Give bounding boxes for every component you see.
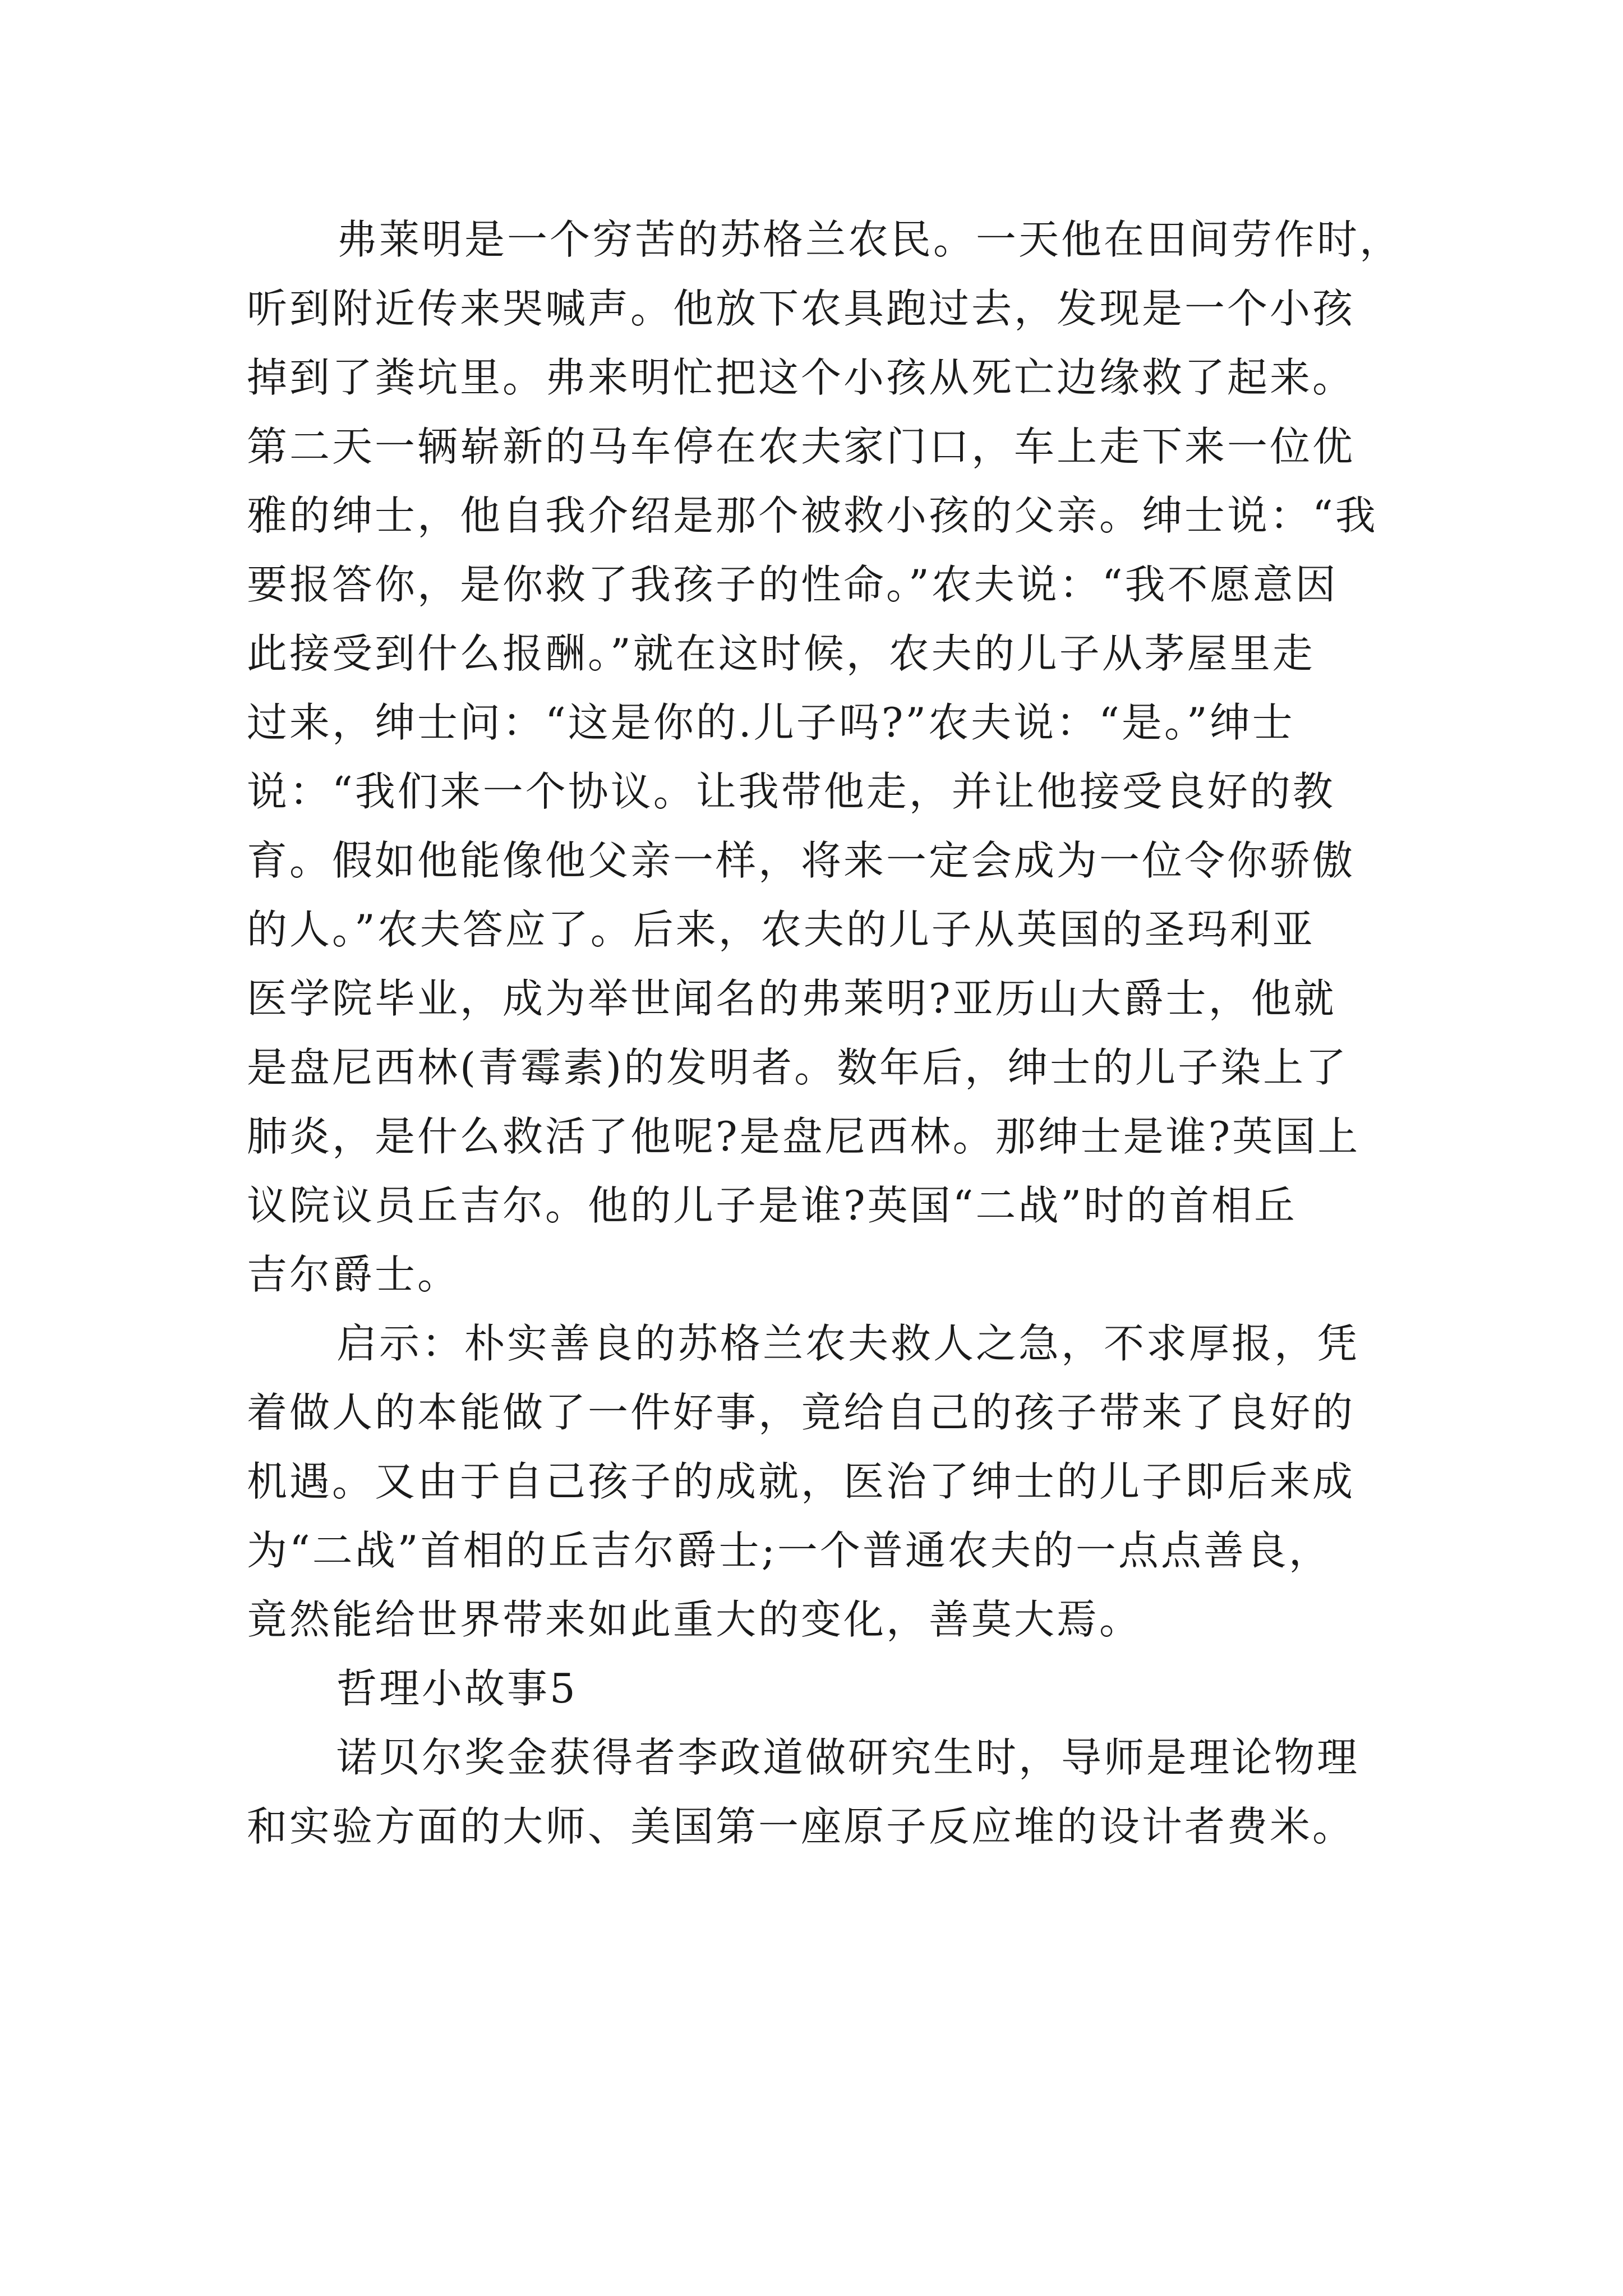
text-line: 掉到了粪坑里。弗来明忙把这个小孩从死亡边缘救了起来。 bbox=[247, 354, 1355, 401]
section-heading: 哲理小故事5 bbox=[336, 1665, 578, 1712]
text-line: 此接受到什么报酬。”就在这时候，农夫的儿子从茅屋里走 bbox=[247, 630, 1315, 677]
text-line: 着做人的本能做了一件好事，竟给自己的孩子带来了良好的 bbox=[247, 1389, 1355, 1436]
text-line: 竟然能给世界带来如此重大的变化，善莫大焉。 bbox=[247, 1596, 1142, 1643]
text-line: 听到附近传来哭喊声。他放下农具跑过去，发现是一个小孩 bbox=[247, 285, 1355, 332]
text-line: 育。假如他能像他父亲一样，将来一定会成为一位令你骄傲 bbox=[247, 837, 1355, 884]
text-line: 机遇。又由于自己孩子的成就，医治了绅士的儿子即后来成 bbox=[247, 1458, 1355, 1505]
text-line: 要报答你，是你救了我孩子的性命。”农夫说：“我不愿意因 bbox=[247, 561, 1338, 608]
text-line: 是盘尼西林(青霉素)的发明者。数年后，绅士的儿子染上了 bbox=[247, 1044, 1349, 1091]
text-line: 说：“我们来一个协议。让我带他走，并让他接受良好的教 bbox=[247, 768, 1335, 815]
text-line: 第二天一辆崭新的马车停在农夫家门口，车上走下来一位优 bbox=[247, 423, 1355, 470]
text-line: 和实验方面的大师、美国第一座原子反应堆的设计者费米。 bbox=[247, 1803, 1355, 1850]
text-line: 议院议员丘吉尔。他的儿子是谁?英国“二战”时的首相丘 bbox=[247, 1182, 1297, 1229]
text-line: 吉尔爵士。 bbox=[247, 1251, 460, 1298]
text-line: 为“二战”首相的丘吉尔爵士;一个普通农夫的一点点善良， bbox=[247, 1527, 1331, 1574]
text-line: 过来，绅士问：“这是你的.儿子吗?”农夫说：“是。”绅士 bbox=[247, 699, 1295, 746]
text-line: 肺炎，是什么救活了他呢?是盘尼西林。那绅士是谁?英国上 bbox=[247, 1113, 1361, 1160]
text-line: 雅的绅士，他自我介绍是那个被救小孩的父亲。绅士说：“我 bbox=[247, 492, 1378, 539]
text-line: 启示：朴实善良的苏格兰农夫救人之急，不求厚报，凭 bbox=[336, 1320, 1360, 1367]
text-line: 弗莱明是一个穷苦的苏格兰农民。一天他在田间劳作时， bbox=[336, 216, 1403, 263]
text-line: 诺贝尔奖金获得者李政道做研究生时，导师是理论物理 bbox=[336, 1734, 1360, 1781]
text-line: 医学院毕业，成为举世闻名的弗莱明?亚历山大爵士，他就 bbox=[247, 975, 1336, 1022]
text-line: 的人。”农夫答应了。后来，农夫的儿子从英国的圣玛利亚 bbox=[247, 906, 1315, 953]
